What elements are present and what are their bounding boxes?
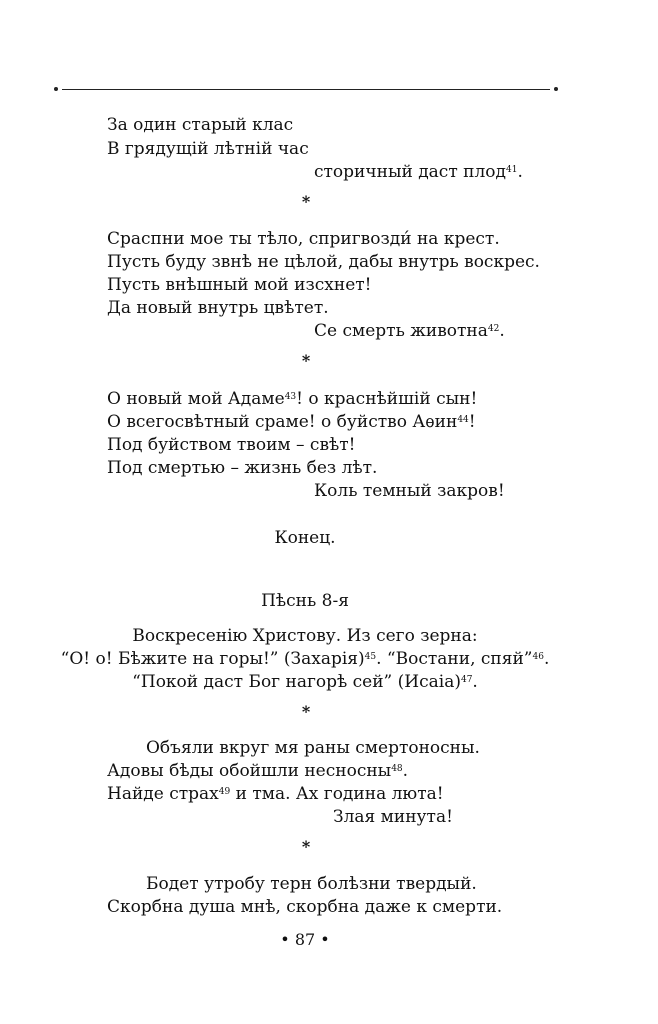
footnote-ref[interactable]: 45 (364, 652, 377, 662)
section-asterisk: * (301, 837, 311, 856)
end-marker: Конец. (274, 528, 336, 548)
verse-line: Адовы бѣды обойшли несносны$^{48}$. (107, 761, 409, 781)
footnote-ref[interactable]: 49 (218, 787, 231, 797)
rule-dot-right (554, 87, 558, 91)
verse-line: Се смерть животна$^{42}$. (314, 321, 505, 341)
verse-line: Бодет утробу терн болѣзни твердый. (146, 874, 477, 894)
verse-line: Злая минута! (333, 807, 453, 827)
verse-line: Скорбна душа мнѣ, скорбна даже к смерти. (107, 897, 503, 917)
verse-line: Объяли вкруг мя раны смертоносны. (146, 738, 480, 758)
verse-line: Найде страх$^{49}$ и тма. Ах година люта! (107, 784, 444, 804)
verse-line: сторичный даст плод$^{41}$. (314, 162, 523, 182)
footnote-ref[interactable]: 46 (532, 652, 544, 662)
page-number: • 87 • (280, 930, 330, 949)
footnote-ref[interactable]: 48 (391, 764, 403, 774)
verse-line: О всегосвѣтный сраме! о буйство Аѳин$^{44}$! (107, 412, 476, 432)
verse-line: Да новый внутрь цвѣтет. (107, 298, 329, 318)
footnote-ref[interactable]: 43 (284, 392, 297, 402)
epigraph-line: “Покой даст Бог нагорѣ сей” (Исаіа)$^{47}$. (132, 672, 478, 692)
footnote-ref[interactable]: 47 (460, 675, 473, 685)
footnote-ref[interactable]: 41 (505, 165, 518, 175)
verse-line: Сраспни мое ты тѣло, спригвозди́ на крест. (107, 229, 500, 249)
epigraph-line: Воскресенію Христову. Из сего зерна: (132, 626, 478, 646)
verse-line: Под буйством твоим – свѣт! (107, 435, 356, 455)
section-asterisk: * (301, 702, 311, 721)
verse-line: О новый мой Адаме$^{43}$! о краснѣйшій сын! (107, 389, 478, 409)
verse-line: В грядущій лѣтній час (107, 139, 309, 159)
song-title: Пѣснь 8-я (261, 591, 349, 611)
footnote-ref[interactable]: 42 (487, 324, 500, 334)
verse-line: Под смертью – жизнь без лѣт. (107, 458, 378, 478)
epigraph-line: “О! о! Бѣжите на горы!” (Захарія)$^{45}$. “Востани, спяй”$^{46}$. (60, 649, 550, 669)
header-rule (54, 86, 558, 94)
section-asterisk: * (301, 192, 311, 211)
verse-line: Пусть внѣшный мой изсхнет! (107, 275, 372, 295)
rule-line (62, 89, 550, 90)
verse-line: Пусть буду звнѣ не цѣлой, дабы внутрь воскрес. (107, 252, 540, 272)
verse-line: За один старый клас (107, 115, 294, 135)
footnote-ref[interactable]: 44 (457, 415, 469, 425)
section-asterisk: * (301, 351, 311, 370)
rule-dot-left (54, 87, 58, 91)
verse-line: Коль темный закров! (314, 481, 505, 501)
